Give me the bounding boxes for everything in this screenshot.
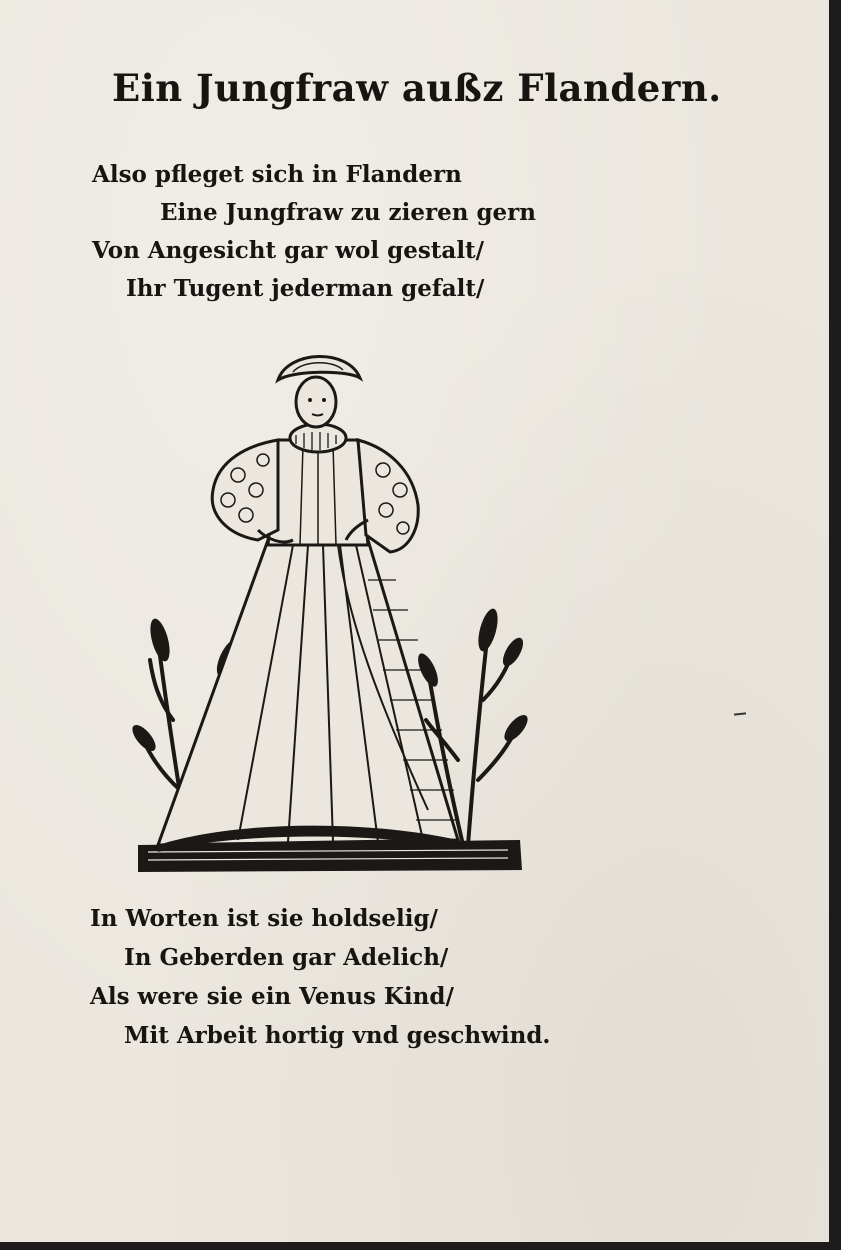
page-edge-bottom (0, 1242, 841, 1250)
page-edge-right (829, 0, 841, 1250)
verse-top-line-4: Ihr Tugent jederman gefalt/ (126, 275, 485, 302)
verse-bottom-line-2: In Geberden gar Adelich/ (124, 944, 449, 971)
verse-bottom-line-4: Mit Arbeit hortig vnd geschwind. (124, 1022, 551, 1049)
woodcut-illustration (128, 340, 528, 880)
verse-top-line-1: Also pfleget sich in Flandern (92, 161, 462, 188)
verse-bottom-line-1: In Worten ist sie holdselig/ (90, 905, 438, 932)
verse-top-line-3: Von Angesicht gar wol gestalt/ (92, 237, 485, 264)
verse-bottom-line-3: Als were sie ein Venus Kind/ (90, 983, 454, 1010)
ink-mark (734, 712, 746, 715)
page-title: Ein Jungfraw außz Flandern. (112, 66, 722, 110)
verse-top-line-2: Eine Jungfraw zu zieren gern (160, 199, 537, 226)
